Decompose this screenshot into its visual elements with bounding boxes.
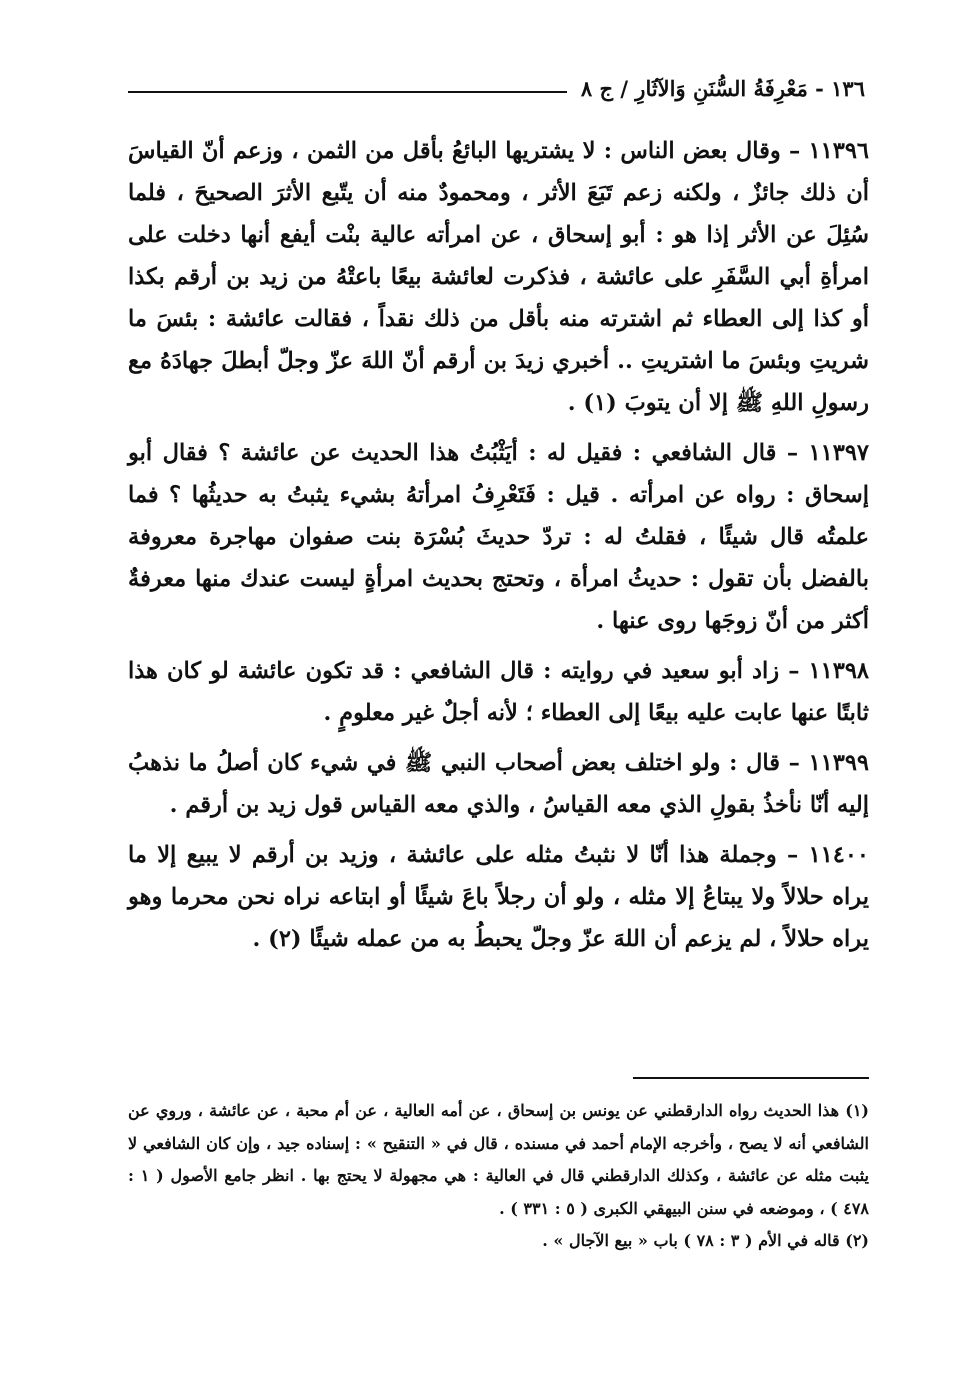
footnotes (128, 1095, 869, 1258)
paragraph-number: ١١٤٠٠ (808, 842, 869, 868)
paragraph (128, 834, 869, 960)
paragraph-number: ١١٣٩٨ (808, 658, 869, 684)
footnote-separator (633, 1077, 869, 1079)
running-title: ١٣٦ - مَعْرِفَةُ السُّنَنِ وَالآثَارِ / ج ٨ (580, 75, 865, 101)
paragraph-text: – قال الشافعي : فقيل له : أيَثْبُتُ هذا الحديث عن عائشة ؟ فقال أبو إسحاق : رواه عن امرأته . قيل : فَتَعْرِفُ امرأتهُ بشيء يثبتُ به حديثُها ؟ فما علمتُه قال شيئًا ، فقلتُ له : تردّ حديثَ بُسْرَة بنت صفوان مهاجرة معروفة بالفضل بأن تقول : حديثُ امرأة ، وتحتج بحديث امرأةٍ ليست عندك منها معرفةٌ أكثر من أنّ زوجَها روى عنها . (128, 440, 869, 634)
paragraph-number: ١١٣٩٧ (808, 440, 869, 466)
paragraph-text: – وجملة هذا أنّا لا نثبتُ مثله على عائشة ، وزيد بن أرقم لا يبيع إلا ما يراه حلالاً ولا يبتاعُ إلا مثله ، ولو أن رجلاً باعَ شيئًا أو ابتاعه نراه نحن محرما وهو يراه حلالاً ، لم يزعم أن اللهَ عزّ وجلّ يحبطُ به من عمله شيئًا (٢) . (128, 842, 869, 952)
paragraph-text: – زاد أبو سعيد في روايته : قال الشافعي : قد تكون عائشة لو كان هذا ثابتًا عنها عابت عليه بيعًا إلى العطاء ؛ لأنه أجلٌ غير معلومٍ . (128, 658, 869, 726)
running-header (128, 68, 865, 108)
main-text (128, 130, 869, 968)
footnote-1: (١) هذا الحديث رواه الدارقطني عن يونس بن إسحاق ، عن أمه العالية ، عن أم محبة ، عن عائشة ، وروي عن الشافعي أنه لا يصح ، وأخرجه الإمام أحمد في مسنده ، قال في « التنقيح » : إسناده جيد ، وإن كان الشافعي لا يثبت مثله عن عائشة ، وكذلك الدارقطني قال في العالية : هي مجهولة لا يحتج بها . انظر جامع الأصول ( ١ : ٤٧٨ ) ، وموضعه في سنن البيهقي الكبرى ( ٥ : ٣٣١ ) . (128, 1101, 869, 1218)
paragraph (128, 432, 869, 642)
paragraph-number: ١١٣٩٦ (808, 138, 869, 164)
paragraph (128, 742, 869, 826)
footnote-2: (٢) قاله في الأم ( ٣ : ٧٨ ) باب « بيع الآجال » . (542, 1231, 869, 1250)
paragraph-text: – قال : ولو اختلف بعض أصحاب النبي ﷺ في شيء كان أصلُ ما نذهبُ إليه أنّا نأخذُ بقولِ الذي معه القياسُ ، والذي معه القياس قول زيد بن أرقم . (128, 750, 869, 818)
paragraph (128, 650, 869, 734)
paragraph-number: ١١٣٩٩ (808, 750, 869, 776)
paragraph-text: – وقال بعض الناس : لا يشتريها البائعُ بأقل من الثمن ، وزعم أنّ القياسَ أن ذلك جائزٌ ، ولكنه زعم تَبَعَ الأثر ، ومحمودٌ منه أن يتّبع الأثرَ الصحيحَ ، فلما سُئِلَ عن الأثر إذا هو : أبو إسحاق ، عن امرأته عالية بنْت أيفع أنها دخلت على امرأةِ أبي السَّفَرِ على عائشة ، فذكرت لعائشة بيعًا باعتْهُ من زيد بن أرقم بكذا أو كذا إلى العطاء ثم اشترته منه بأقل من ذلك نقداً ، فقالت عائشة : بئسَ ما شريتِ وبئسَ ما اشتريتِ .. أخبري زيدَ بن أرقم أنّ اللهَ عزّ وجلّ أبطلَ جهادَهُ مع رسولِ اللهِ ﷺ إلا أن يتوبَ (١) . (128, 138, 869, 416)
paragraph (128, 130, 869, 424)
header-rule (128, 91, 567, 93)
